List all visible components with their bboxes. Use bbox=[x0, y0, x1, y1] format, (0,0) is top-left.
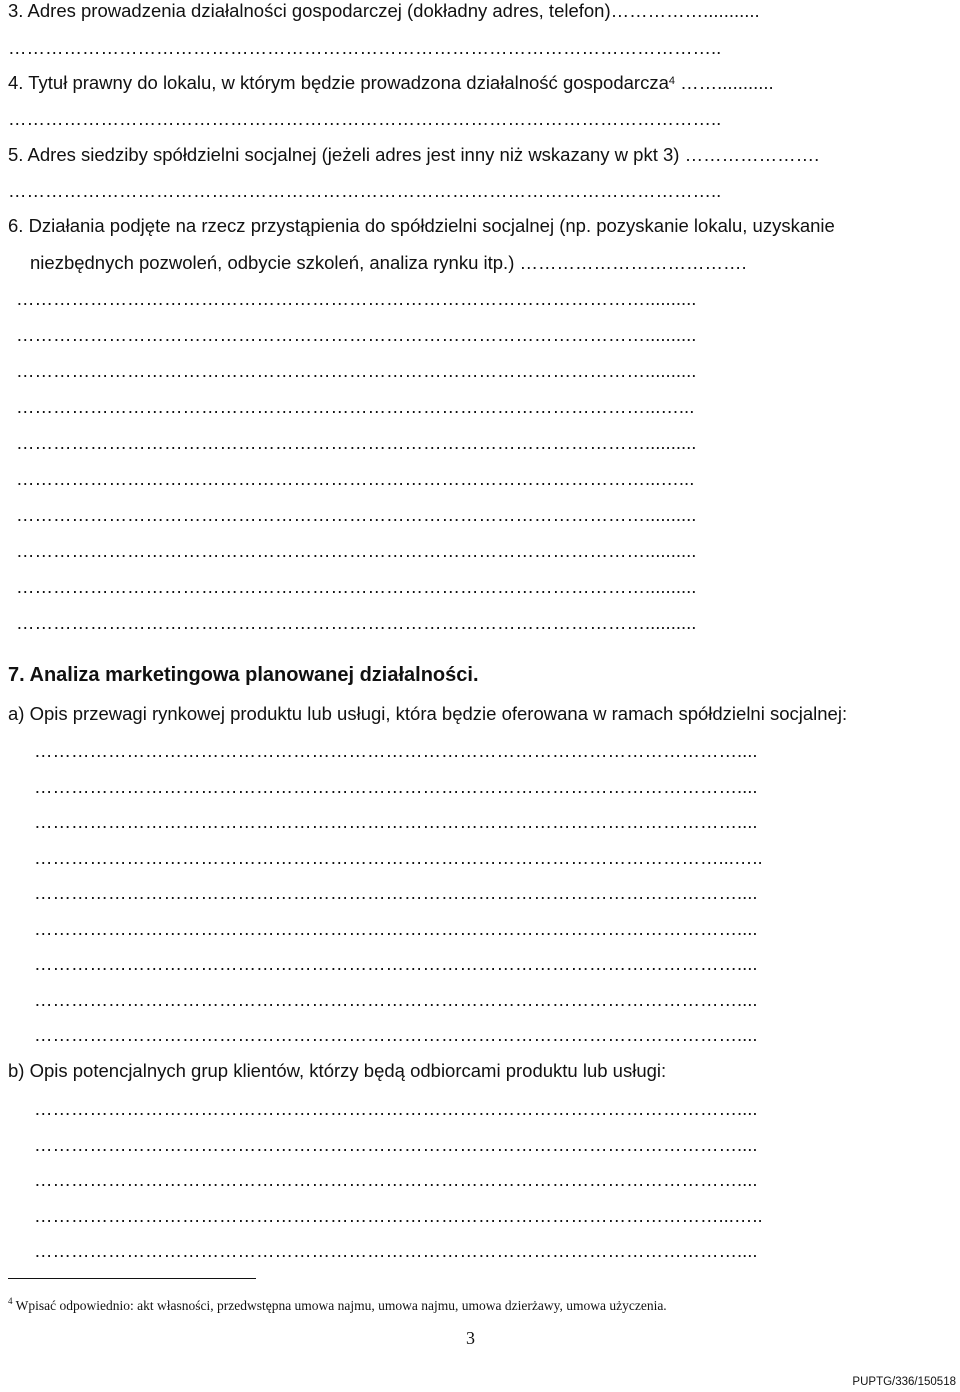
footnote-ref-4: 4 bbox=[668, 75, 676, 87]
section-7b-label: b) Opis potencjalnych grup klientów, którzy będą odbiorcami produktu lub usługi: bbox=[8, 1060, 667, 1081]
section-7a-fill-line: …………………………………………………………………………………………………….... bbox=[34, 1024, 758, 1045]
section-7a-fill-line: …………………………………………………………………………………………………….... bbox=[34, 811, 758, 832]
section-7a-fill-line: …………………………………………………………………………………………………….... bbox=[34, 953, 758, 974]
item-6-fill-line: ………………………………………………………………………………………….......... bbox=[16, 576, 697, 597]
section-7a-fill-line: …………………………………………………………………………………………………….... bbox=[34, 917, 758, 939]
item-6-fill-line: ………………………………………………………………………………………….......... bbox=[16, 288, 697, 309]
item-6-fill-line: ………………………………………………………………………………………….......... bbox=[16, 360, 697, 381]
item-6-fill-line: ………………………………………………………………………………………….......... bbox=[16, 504, 697, 525]
section-7a-fill-line: …………………………………………………………………………………………………….... bbox=[34, 988, 758, 1010]
item-6-fill-line: ………………………………………………………………………………………….......... bbox=[16, 540, 697, 561]
section-7a-fill-line: …………………………………………………………………………………………………….... bbox=[34, 882, 758, 903]
item-3-label: 3. Adres prowadzenia działalności gospodarczej (dokładny adres, telefon)……………........... bbox=[8, 0, 760, 21]
document-code: PUPTG/336/150518 bbox=[852, 1376, 956, 1388]
section-7a-fill-line: …………………………………………………………………………………………………….... bbox=[34, 740, 758, 761]
page-number: 3 bbox=[466, 1328, 475, 1348]
section-7b-fill-line: …………………………………………………………………………………………………….... bbox=[34, 1240, 758, 1261]
section-7b-fill-line: …………………………………………………………………………………………………….... bbox=[34, 1169, 758, 1190]
section-7a-label: a) Opis przewagi rynkowej produktu lub usługi, która będzie oferowana w ramach spółdzielni socjalnej: bbox=[8, 703, 848, 724]
item-5-label: 5. Adres siedziby spółdzielni socjalnej (jeżeli adres jest inny niż wskazany w pkt 3) …………………. bbox=[8, 144, 820, 165]
item-4-fill: …………………………………………………………………………………………………….. bbox=[8, 108, 722, 129]
item-6-fill-line: …………………………………………………………………………………………...…... bbox=[16, 396, 695, 417]
section-7b-fill-line: …………………………………………………………………………………………………….... bbox=[34, 1133, 758, 1155]
section-7-heading: 7. Analiza marketingowa planowanej działalności. bbox=[8, 664, 479, 686]
item-6-line-2: niezbędnych pozwoleń, odbycie szkoleń, analiza rynku itp.) ………………………………. bbox=[30, 252, 747, 273]
item-6-line-1 bbox=[8, 215, 940, 237]
item-6-fill-line: ………………………………………………………………………………………….......... bbox=[16, 432, 697, 453]
footnote bbox=[8, 1298, 667, 1314]
section-7a-fill-line: …………………………………………………………………………………………………….... bbox=[34, 775, 758, 797]
footnote-marker: 4 bbox=[8, 1296, 13, 1306]
item-6-fill-line: ………………………………………………………………………………………….......... bbox=[16, 612, 697, 633]
footnote-text: Wpisać odpowiednio: akt własności, przedwstępna umowa najmu, umowa najmu, umowa dzierżawy, umowa użyczenia. bbox=[12, 1298, 667, 1313]
item-4-label bbox=[8, 72, 774, 94]
item-6-fill-line: ………………………………………………………………………………………….......... bbox=[16, 324, 697, 345]
item-6-text-1: 6. Działania podjęte na rzecz przystąpienia do spółdzielni socjalnej (np. pozyskanie lokalu, uzyskanie bbox=[8, 215, 835, 236]
item-6-fill-line: …………………………………………………………………………………………...…... bbox=[16, 468, 695, 489]
item-5-fill: …………………………………………………………………………………………………….. bbox=[8, 180, 722, 201]
section-7b-fill-line: …………………………………………………………………………………………………...….. bbox=[34, 1204, 763, 1226]
section-7a-fill-line: …………………………………………………………………………………………………...….. bbox=[34, 846, 763, 868]
section-7b-fill-line: …………………………………………………………………………………………………….... bbox=[34, 1098, 758, 1119]
item-3-fill: …………………………………………………………………………………………………….. bbox=[8, 37, 722, 58]
footnote-separator bbox=[8, 1278, 256, 1279]
item-4-dots: ……........... bbox=[675, 72, 774, 93]
item-4-text: 4. Tytuł prawny do lokalu, w którym będzie prowadzona działalność gospodarcza bbox=[8, 72, 669, 93]
